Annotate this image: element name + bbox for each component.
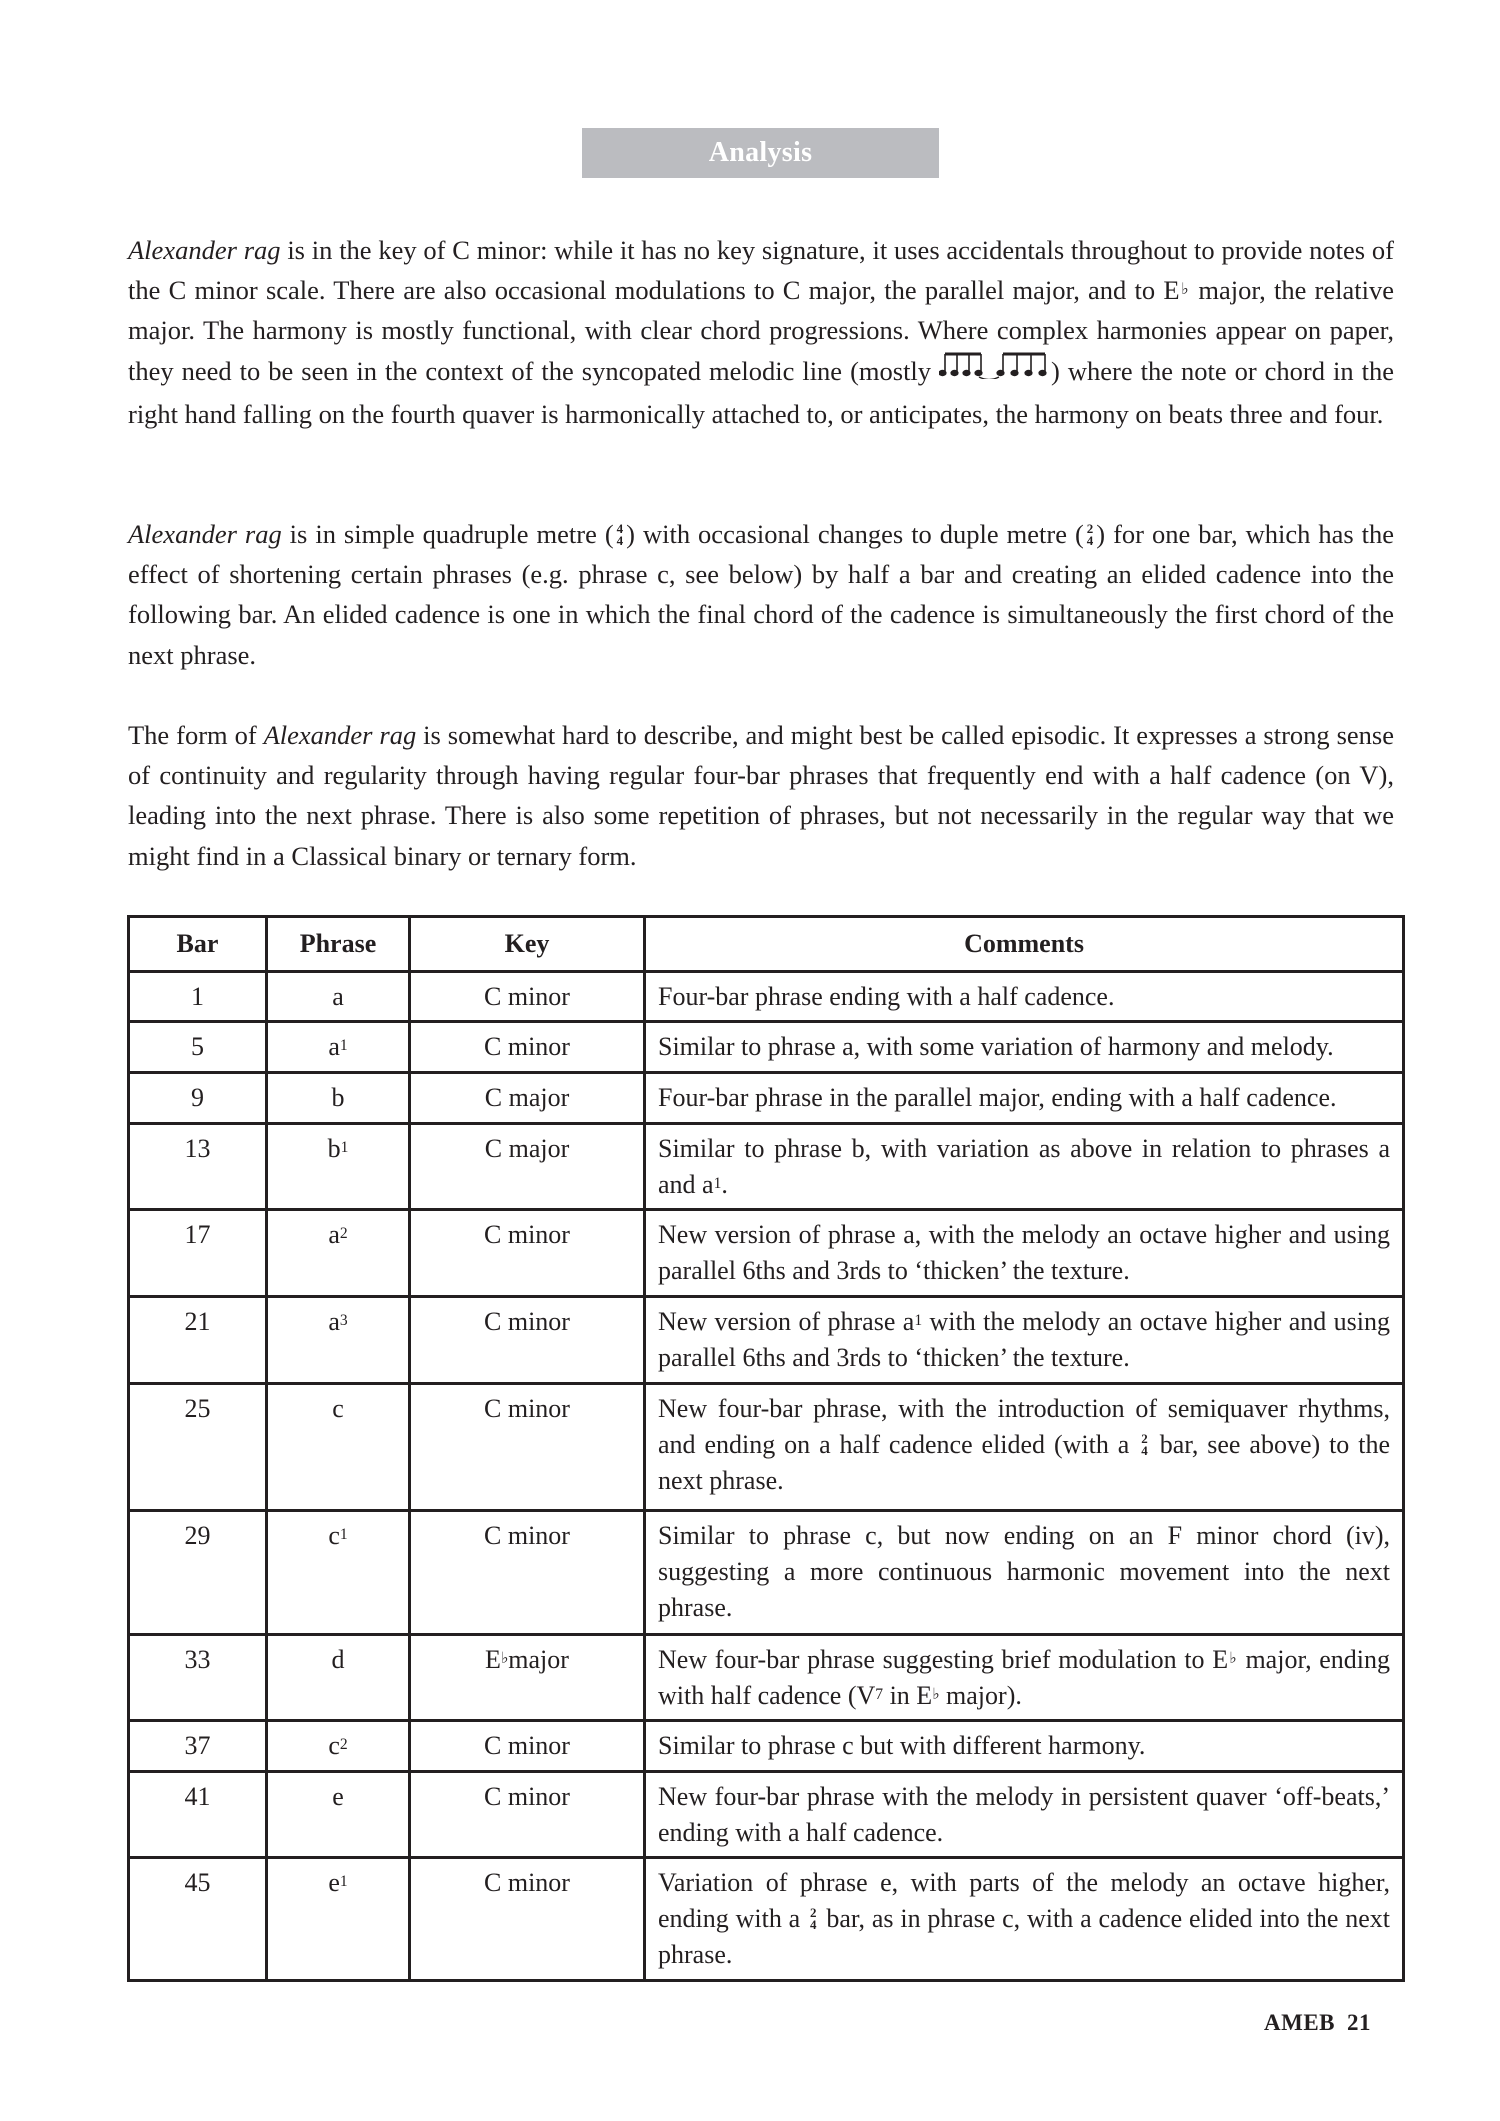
table-row xyxy=(129,1858,1404,1981)
syncopated-rhythm-icon xyxy=(939,350,1051,390)
phrase-analysis-table xyxy=(127,915,1405,1982)
work-title: Alexander rag xyxy=(263,720,417,750)
header-bar: Bar xyxy=(129,917,267,972)
cell-phrase: $a^3$ xyxy=(267,1297,410,1384)
cell-comment: Similar to phrase b, with variation as above in relation to phrases a and $a^1$. xyxy=(645,1124,1404,1210)
cell-phrase: a xyxy=(267,972,410,1022)
work-title: Alexander rag xyxy=(128,235,281,265)
section-heading xyxy=(582,128,939,178)
cell-phrase: b xyxy=(267,1073,410,1124)
table-row xyxy=(129,1772,1404,1858)
time-signature-2-4: 2 4 xyxy=(1141,1431,1148,1459)
time-signature-2-4: 2 4 xyxy=(1086,520,1094,548)
table-row xyxy=(129,1022,1404,1073)
cell-phrase: c xyxy=(267,1384,410,1511)
cell-bar: 29 xyxy=(129,1511,267,1635)
cell-comment: New version of phrase a, with the melody an octave higher and using parallel 6ths and 3rds to ‘thicken’ the texture. xyxy=(645,1210,1404,1297)
table-row xyxy=(129,1124,1404,1210)
cell-phrase: $c^2$ xyxy=(267,1721,410,1772)
cell-comment: New four-bar phrase suggesting brief modulation to E♭ major, ending with half cadence ($V^7$ in E♭ major). xyxy=(645,1635,1404,1721)
table-row xyxy=(129,1721,1404,1772)
cell-comment: New four-bar phrase, with the introduction of semiquaver rhythms, and ending on a half cadence elided (with a 2 4 bar, see above) to the next phrase. xyxy=(645,1384,1404,1511)
cell-key: C major xyxy=(410,1073,645,1124)
cell-comment: Four-bar phrase in the parallel major, ending with a half cadence. xyxy=(645,1073,1404,1124)
cell-comment: Similar to phrase c, but now ending on an F minor chord (iv), suggesting a more continuous harmonic movement into the next phrase. xyxy=(645,1511,1404,1635)
cell-bar: 41 xyxy=(129,1772,267,1858)
cell-key: C minor xyxy=(410,1511,645,1635)
cell-bar: 33 xyxy=(129,1635,267,1721)
section-heading-text: Analysis xyxy=(708,137,813,168)
cell-comment: New four-bar phrase with the melody in persistent quaver ‘off-beats,’ ending with a half cadence. xyxy=(645,1772,1404,1858)
cell-comment: Variation of phrase e, with parts of the melody an octave higher, ending with a 2 4 bar, as in phrase c, with a cadence elided into the next phrase. xyxy=(645,1858,1404,1981)
cell-bar: 37 xyxy=(129,1721,267,1772)
table-row xyxy=(129,1210,1404,1297)
cell-phrase: $c^1$ xyxy=(267,1511,410,1635)
cell-key: C minor xyxy=(410,1858,645,1981)
cell-key: C minor xyxy=(410,972,645,1022)
cell-phrase: $b^1$ xyxy=(267,1124,410,1210)
page-footer xyxy=(1264,2010,1371,2036)
header-key: Key xyxy=(410,917,645,972)
cell-key: C minor xyxy=(410,1022,645,1073)
cell-bar: 13 xyxy=(129,1124,267,1210)
time-signature-4-4: 4 4 xyxy=(616,520,624,548)
cell-phrase: d xyxy=(267,1635,410,1721)
table-row xyxy=(129,1297,1404,1384)
cell-comment: New version of phrase $a^1$ with the melody an octave higher and using parallel 6ths and 3rds to ‘thicken’ the texture. xyxy=(645,1297,1404,1384)
flat-sign: ♭ xyxy=(1179,280,1191,298)
cell-comment: Similar to phrase c but with different harmony. xyxy=(645,1721,1404,1772)
table-row xyxy=(129,972,1404,1022)
cell-bar: 1 xyxy=(129,972,267,1022)
cell-bar: 45 xyxy=(129,1858,267,1981)
cell-phrase: $a^1$ xyxy=(267,1022,410,1073)
paragraph-metre: Alexander rag is in simple quadruple metre ( 4 4 ) with occasional changes to duple metre ( 2 4 ) for one bar, which has the effect of shortening certain phrases (e.g. phrase c, see below) by half a bar and creating an elided cadence into the following bar. An elided cadence is one in which the final chord of the cadence is simultaneously the first chord of the next phrase. xyxy=(128,519,1395,670)
cell-key: C minor xyxy=(410,1772,645,1858)
cell-comment: Four-bar phrase ending with a half cadence. xyxy=(645,972,1404,1022)
table-row xyxy=(129,1635,1404,1721)
table-row xyxy=(129,1384,1404,1511)
cell-key: E♭major xyxy=(410,1635,645,1721)
cell-phrase: e xyxy=(267,1772,410,1858)
cell-comment: Similar to phrase a, with some variation of harmony and melody. xyxy=(645,1022,1404,1073)
cell-bar: 25 xyxy=(129,1384,267,1511)
cell-bar: 5 xyxy=(129,1022,267,1073)
cell-key: C minor xyxy=(410,1384,645,1511)
cell-bar: 9 xyxy=(129,1073,267,1124)
cell-bar: 17 xyxy=(129,1210,267,1297)
time-signature-2-4: 2 4 xyxy=(810,1905,817,1933)
table-row xyxy=(129,1073,1404,1124)
cell-key: C major xyxy=(410,1124,645,1210)
page-number: 21 xyxy=(1347,2010,1371,2035)
paragraph-key: Alexander rag is in the key of C minor: while it has no key signature, it uses accidentals throughout to provide notes of the C minor scale. There are also occasional modulations to C major, the parallel major, and to E♭ major, the relative major. The harmony is mostly functional, with clear chord progressions. Where complex harmonies appear on paper, they need to be seen in the context of the syncopated melodic line (mostly ) where the note or chord in the right hand falling on the fourth quaver is harmonically attached to, or anticipates, the harmony on beats three and four. xyxy=(128,235,1394,429)
cell-key: C minor xyxy=(410,1210,645,1297)
cell-phrase: $a^2$ xyxy=(267,1210,410,1297)
cell-key: C minor xyxy=(410,1721,645,1772)
table-header-row xyxy=(129,917,1404,972)
header-phrase: Phrase xyxy=(267,917,410,972)
header-comments: Comments xyxy=(645,917,1404,972)
cell-key: C minor xyxy=(410,1297,645,1384)
paragraph-form: The form of Alexander rag is somewhat hard to describe, and might best be called episodic. It expresses a strong sense of continuity and regularity through having regular four-bar phrases that frequently end with a half cadence (on V), leading into the next phrase. There is also some repetition of phrases, but not necessarily in the regular way that we might find in a Classical binary or ternary form. xyxy=(128,720,1394,871)
cell-bar: 21 xyxy=(129,1297,267,1384)
work-title: Alexander rag xyxy=(128,519,282,549)
table-row xyxy=(129,1511,1404,1635)
publisher-name: AMEB xyxy=(1264,2010,1335,2035)
cell-phrase: $e^1$ xyxy=(267,1858,410,1981)
